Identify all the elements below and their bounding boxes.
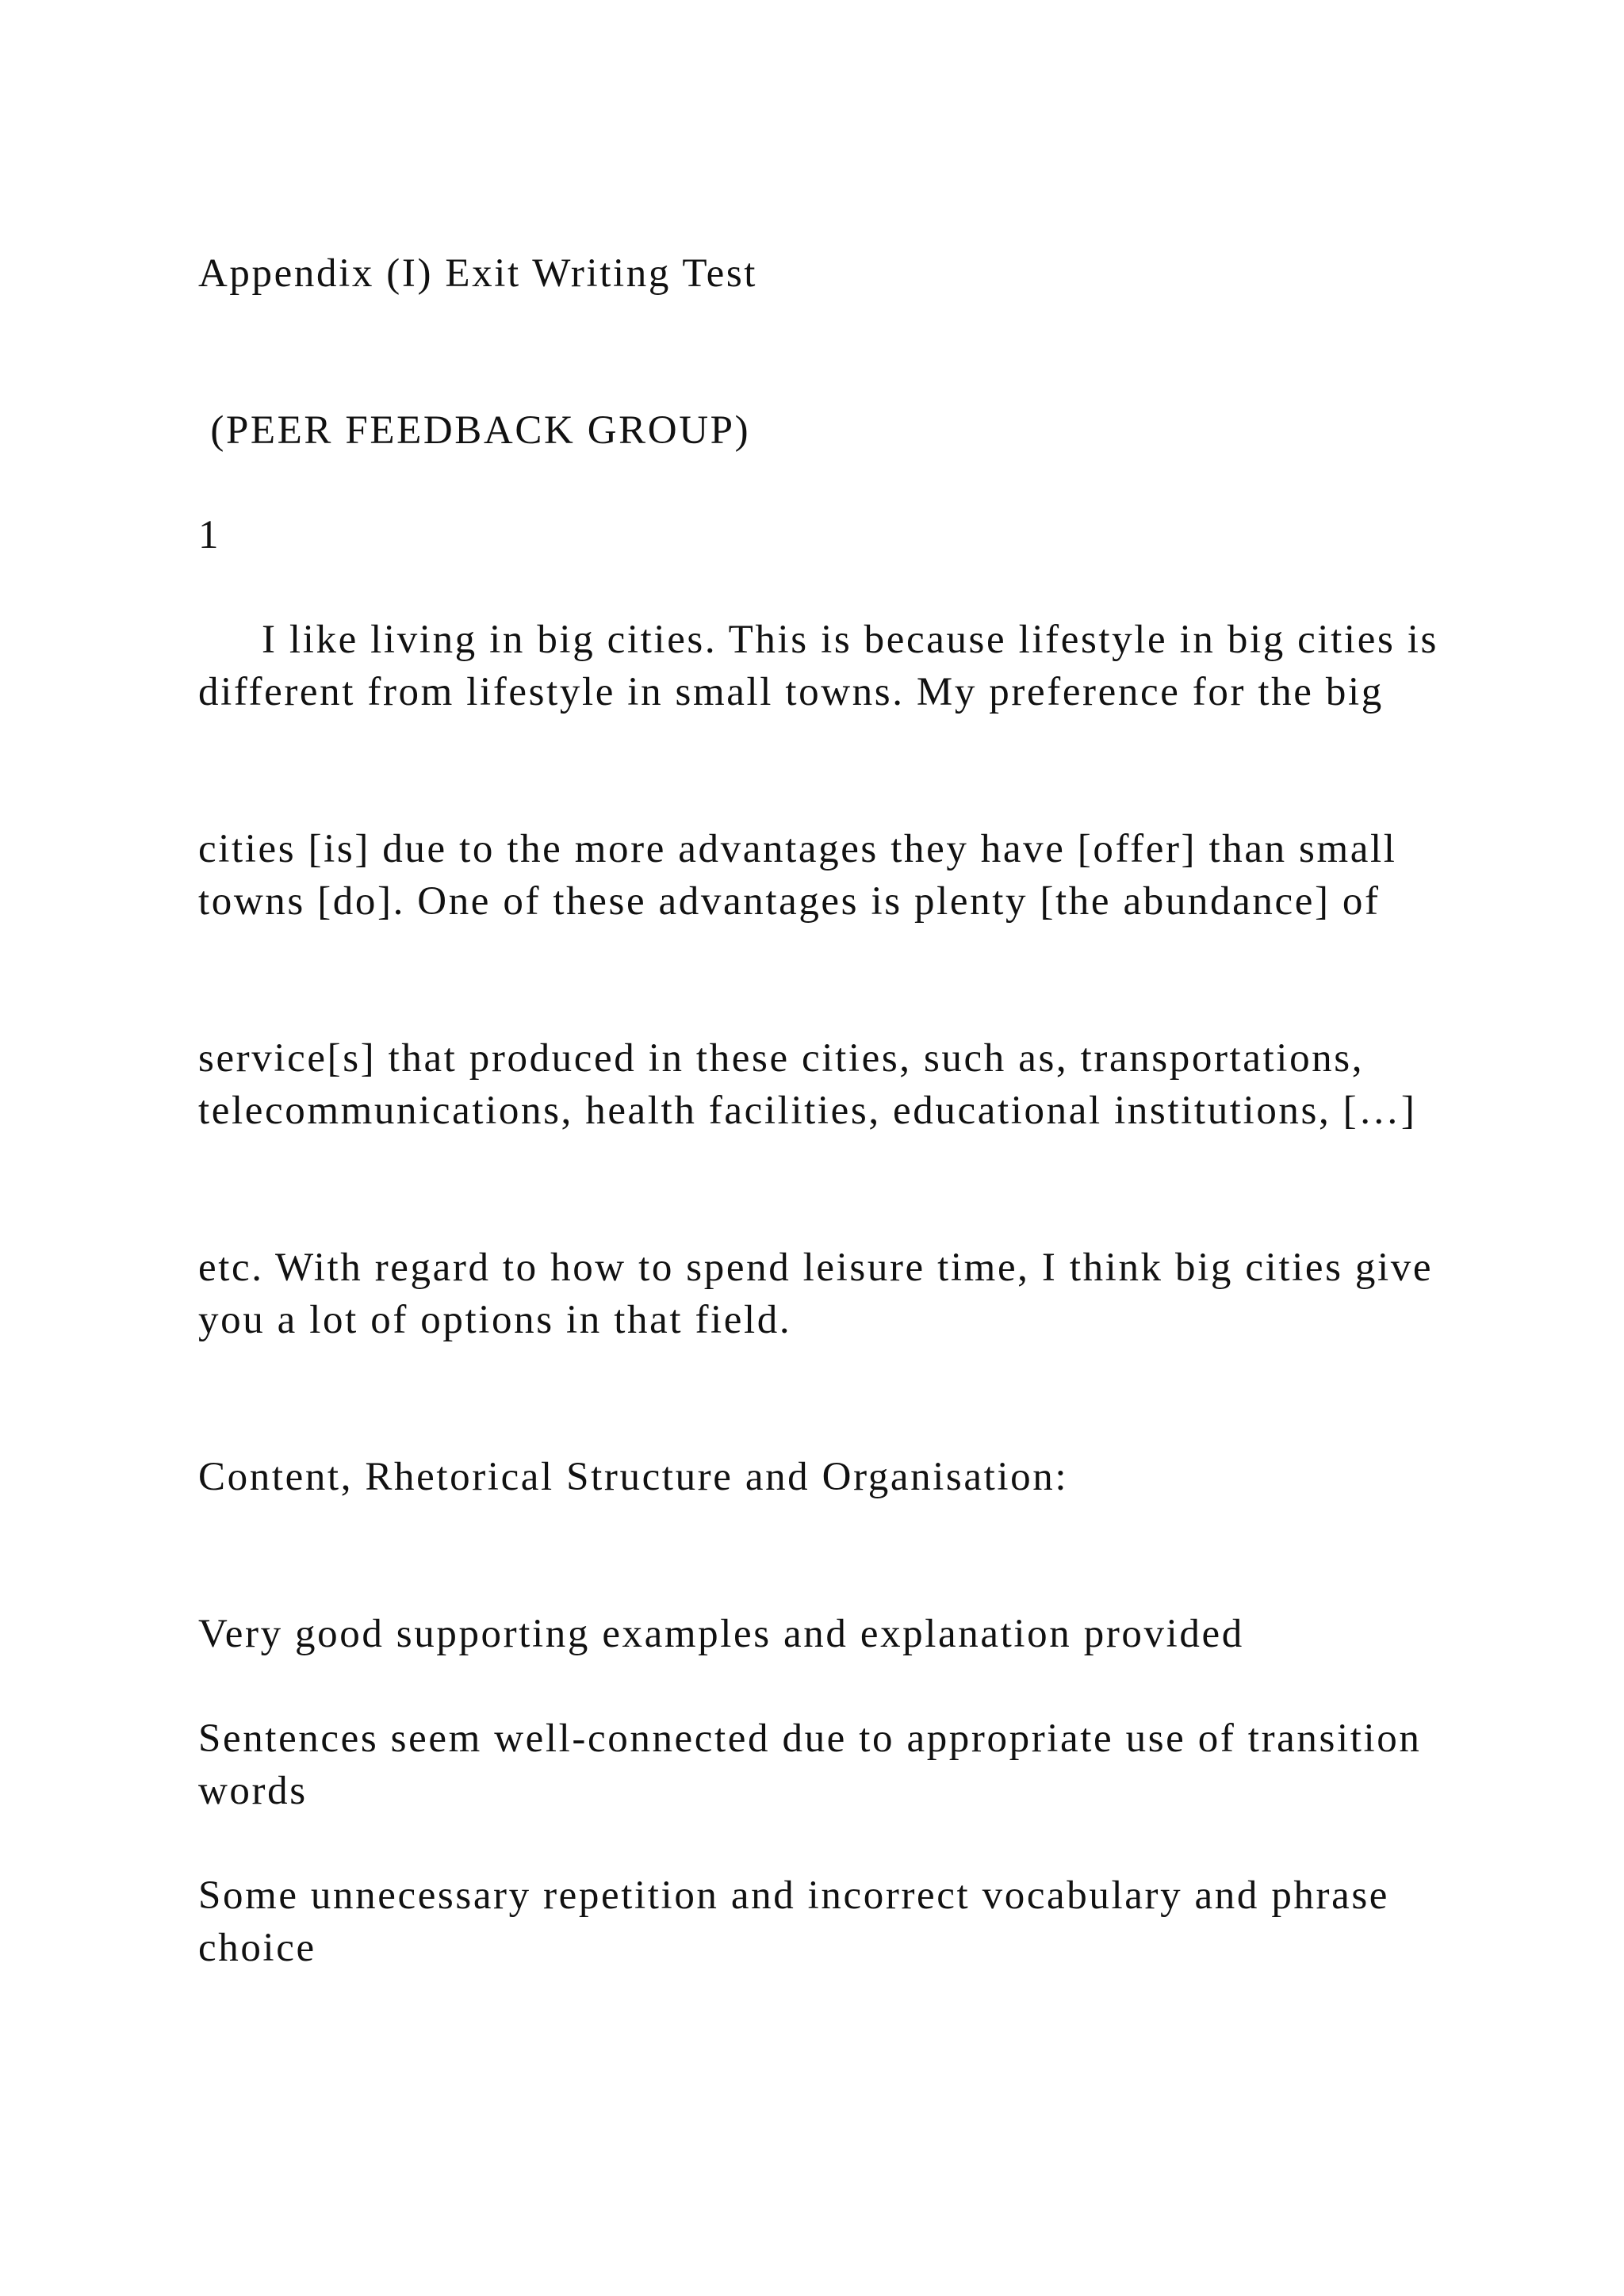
essay-paragraph-4: etc. With regard to how to spend leisure time, I think big cities give you a lot of options in that field.: [198, 1246, 1446, 1342]
essay-paragraph-2: cities [is] due to the more advantages they have [offer] than small towns [do]. One of these advantages is plenty [the abundance] of: [198, 827, 1409, 924]
feedback-heading: Content, Rhetorical Structure and Organisation:: [198, 1455, 1069, 1499]
sample-number: 1: [198, 513, 221, 557]
feedback-item-3: Some unnecessary repetition and incorrect vocabulary and phrase choice: [198, 1873, 1402, 1970]
essay-paragraph-3: service[s] that produced in these cities, such as, transportations, telecommunications, health facilities, educational institutions, […]: [198, 1036, 1417, 1133]
feedback-item-1: Very good supporting examples and explanation provided: [198, 1612, 1244, 1656]
feedback-item-2: Sentences seem well-connected due to appropriate use of transition words: [198, 1716, 1434, 1813]
essay-paragraph-1: I like living in big cities. This is because lifestyle in big cities is different from lifestyle in small towns. My preference for the big: [198, 618, 1451, 714]
document-title: Appendix (I) Exit Writing Test: [198, 251, 758, 296]
group-label: (PEER FEEDBACK GROUP): [198, 408, 751, 453]
